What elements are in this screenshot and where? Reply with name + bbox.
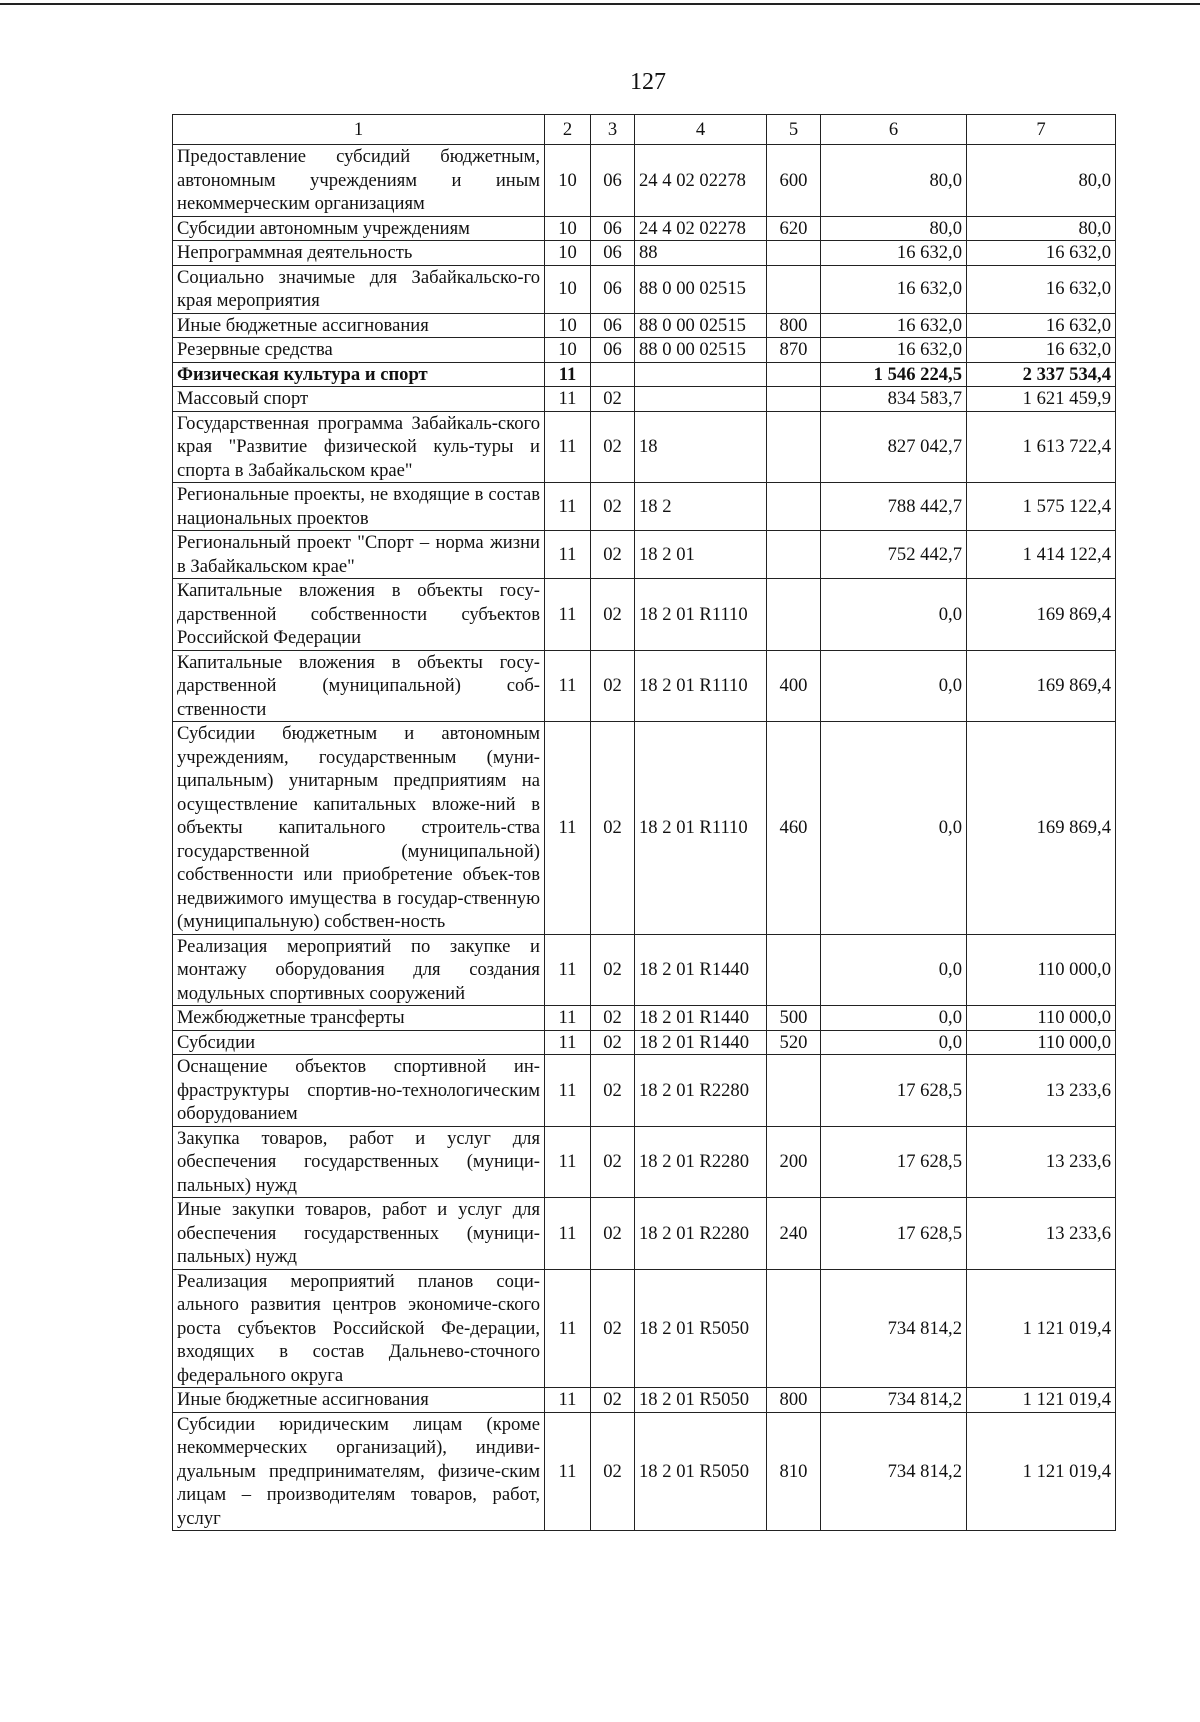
subsection-cell: 06 — [591, 216, 635, 241]
amount-year2-cell: 80,0 — [967, 145, 1116, 217]
amount-year2-cell: 2 337 534,4 — [967, 362, 1116, 387]
subsection-cell: 02 — [591, 531, 635, 579]
row-name-cell: Капитальные вложения в объекты госу-дарственной собственности субъектов Российской Федерации — [173, 579, 545, 651]
amount-year2-cell: 16 632,0 — [967, 313, 1116, 338]
row-name-cell: Реализация мероприятий по закупке и монтажу оборудования для создания модульных спортивных сооружений — [173, 934, 545, 1006]
expense-type-cell: 800 — [767, 313, 821, 338]
table-row — [173, 483, 1116, 531]
section-cell: 11 — [545, 1412, 591, 1531]
row-name-cell: Межбюджетные трансферты — [173, 1006, 545, 1031]
target-article-cell: 24 4 02 02278 — [635, 216, 767, 241]
amount-year2-cell: 1 414 122,4 — [967, 531, 1116, 579]
target-article-cell: 18 2 01 R1110 — [635, 579, 767, 651]
table-row — [173, 1412, 1116, 1531]
expense-type-cell: 500 — [767, 1006, 821, 1031]
target-article-cell: 18 — [635, 411, 767, 483]
header-cell: 4 — [635, 115, 767, 145]
target-article-cell: 88 0 00 02515 — [635, 313, 767, 338]
expense-type-cell — [767, 1055, 821, 1127]
expense-type-cell — [767, 483, 821, 531]
row-name-cell: Закупка товаров, работ и услуг для обеспечения государственных (муници-пальных) нужд — [173, 1126, 545, 1198]
expense-type-cell: 620 — [767, 216, 821, 241]
amount-year2-cell: 1 613 722,4 — [967, 411, 1116, 483]
section-cell: 11 — [545, 650, 591, 722]
table-row — [173, 265, 1116, 313]
table-row — [173, 216, 1116, 241]
header-cell: 2 — [545, 115, 591, 145]
target-article-cell: 18 2 01 R2280 — [635, 1198, 767, 1270]
row-name-cell: Физическая культура и спорт — [173, 362, 545, 387]
subsection-cell: 02 — [591, 1006, 635, 1031]
section-cell: 11 — [545, 722, 591, 935]
section-cell: 10 — [545, 338, 591, 363]
table-row — [173, 1006, 1116, 1031]
expense-type-cell — [767, 362, 821, 387]
row-name-cell: Субсидии юридическим лицам (кроме некоммерческих организаций), индиви-дуальным предпринимателям, физиче-ским лицам – производителям товаров, работ, услуг — [173, 1412, 545, 1531]
expense-type-cell — [767, 241, 821, 266]
header-cell: 1 — [173, 115, 545, 145]
subsection-cell: 02 — [591, 1030, 635, 1055]
subsection-cell: 02 — [591, 934, 635, 1006]
amount-year1-cell: 0,0 — [821, 1006, 967, 1031]
expense-type-cell — [767, 387, 821, 412]
header-cell: 7 — [967, 115, 1116, 145]
row-name-cell: Оснащение объектов спортивной ин-фраструктуры спортив-но-технологическим оборудованием — [173, 1055, 545, 1127]
subsection-cell — [591, 362, 635, 387]
amount-year2-cell: 1 121 019,4 — [967, 1412, 1116, 1531]
amount-year1-cell: 0,0 — [821, 934, 967, 1006]
section-cell: 11 — [545, 1006, 591, 1031]
target-article-cell: 88 0 00 02515 — [635, 338, 767, 363]
row-name-cell: Иные бюджетные ассигнования — [173, 1388, 545, 1413]
row-name-cell: Региональные проекты, не входящие в состав национальных проектов — [173, 483, 545, 531]
section-cell: 11 — [545, 1055, 591, 1127]
table-row — [173, 338, 1116, 363]
expense-type-cell — [767, 265, 821, 313]
top-rule — [0, 3, 1200, 5]
expense-type-cell — [767, 579, 821, 651]
row-name-cell: Региональный проект "Спорт – норма жизни в Забайкальском крае" — [173, 531, 545, 579]
section-cell: 11 — [545, 1198, 591, 1270]
table-row — [173, 722, 1116, 935]
amount-year2-cell: 1 121 019,4 — [967, 1269, 1116, 1388]
header-row — [173, 115, 1116, 145]
target-article-cell: 18 2 01 R1110 — [635, 722, 767, 935]
header-cell: 3 — [591, 115, 635, 145]
table-row — [173, 1198, 1116, 1270]
section-cell: 10 — [545, 313, 591, 338]
section-cell: 10 — [545, 241, 591, 266]
target-article-cell: 18 2 01 R1440 — [635, 1030, 767, 1055]
target-article-cell: 18 2 01 R5050 — [635, 1412, 767, 1531]
row-name-cell: Субсидии бюджетным и автономным учреждениям, государственным (муни-ципальным) унитарным предприятиям на осуществление капитальных вложе-ний в объекты капитального строитель-ства государственной (муниципальной) собственности или приобретение объек-тов недвижимого имущества в государ-ственную (муниципальную) собствен-ность — [173, 722, 545, 935]
table-body — [173, 115, 1116, 1531]
subsection-cell: 02 — [591, 411, 635, 483]
target-article-cell: 88 0 00 02515 — [635, 265, 767, 313]
subsection-cell: 02 — [591, 722, 635, 935]
row-name-cell: Субсидии автономным учреждениям — [173, 216, 545, 241]
row-name-cell: Государственная программа Забайкаль-ского края "Развитие физической куль-туры и спорта в Забайкальском крае" — [173, 411, 545, 483]
amount-year1-cell: 80,0 — [821, 145, 967, 217]
target-article-cell: 88 — [635, 241, 767, 266]
table-row — [173, 145, 1116, 217]
table-row — [173, 1126, 1116, 1198]
expense-type-cell — [767, 1269, 821, 1388]
amount-year1-cell: 0,0 — [821, 579, 967, 651]
table-row — [173, 1269, 1116, 1388]
subsection-cell: 02 — [591, 483, 635, 531]
row-name-cell: Резервные средства — [173, 338, 545, 363]
subsection-cell: 02 — [591, 650, 635, 722]
amount-year1-cell: 827 042,7 — [821, 411, 967, 483]
table-row — [173, 650, 1116, 722]
section-cell: 11 — [545, 934, 591, 1006]
row-name-cell: Предоставление субсидий бюджетным, автономным учреждениям и иным некоммерческим организациям — [173, 145, 545, 217]
row-name-cell: Капитальные вложения в объекты госу-дарственной (муниципальной) соб-ственности — [173, 650, 545, 722]
amount-year1-cell: 752 442,7 — [821, 531, 967, 579]
table-row — [173, 387, 1116, 412]
subsection-cell: 02 — [591, 1126, 635, 1198]
subsection-cell: 02 — [591, 1412, 635, 1531]
amount-year2-cell: 16 632,0 — [967, 338, 1116, 363]
expense-type-cell: 400 — [767, 650, 821, 722]
amount-year1-cell: 734 814,2 — [821, 1269, 967, 1388]
row-name-cell: Иные бюджетные ассигнования — [173, 313, 545, 338]
row-name-cell: Реализация мероприятий планов соци-ального развития центров экономиче-ского роста субъектов Российской Фе-дерации, входящих в состав Дальнево-сточного федерального округа — [173, 1269, 545, 1388]
expense-type-cell — [767, 934, 821, 1006]
section-cell: 11 — [545, 1030, 591, 1055]
section-cell: 11 — [545, 362, 591, 387]
amount-year1-cell: 0,0 — [821, 1030, 967, 1055]
expense-type-cell — [767, 411, 821, 483]
subsection-cell: 02 — [591, 1269, 635, 1388]
expense-type-cell: 870 — [767, 338, 821, 363]
section-cell: 10 — [545, 216, 591, 241]
section-cell: 10 — [545, 265, 591, 313]
expense-type-cell: 600 — [767, 145, 821, 217]
table-row — [173, 313, 1116, 338]
amount-year1-cell: 788 442,7 — [821, 483, 967, 531]
target-article-cell: 18 2 01 R1110 — [635, 650, 767, 722]
subsection-cell: 02 — [591, 1055, 635, 1127]
header-cell: 5 — [767, 115, 821, 145]
table-row — [173, 934, 1116, 1006]
amount-year1-cell: 16 632,0 — [821, 241, 967, 266]
expense-type-cell: 460 — [767, 722, 821, 935]
subsection-cell: 06 — [591, 313, 635, 338]
amount-year1-cell: 734 814,2 — [821, 1412, 967, 1531]
table-row — [173, 1030, 1116, 1055]
amount-year2-cell: 1 575 122,4 — [967, 483, 1116, 531]
amount-year2-cell: 110 000,0 — [967, 1030, 1116, 1055]
target-article-cell — [635, 387, 767, 412]
amount-year2-cell: 110 000,0 — [967, 934, 1116, 1006]
amount-year1-cell: 734 814,2 — [821, 1388, 967, 1413]
subsection-cell: 06 — [591, 338, 635, 363]
table-row — [173, 362, 1116, 387]
table-row — [173, 1388, 1116, 1413]
amount-year1-cell: 0,0 — [821, 650, 967, 722]
amount-year2-cell: 169 869,4 — [967, 722, 1116, 935]
amount-year1-cell: 17 628,5 — [821, 1055, 967, 1127]
amount-year2-cell: 110 000,0 — [967, 1006, 1116, 1031]
target-article-cell: 18 2 01 R2280 — [635, 1126, 767, 1198]
row-name-cell: Социально значимые для Забайкальско-го края мероприятия — [173, 265, 545, 313]
section-cell: 11 — [545, 483, 591, 531]
subsection-cell: 02 — [591, 1198, 635, 1270]
subsection-cell: 02 — [591, 579, 635, 651]
amount-year1-cell: 0,0 — [821, 722, 967, 935]
amount-year1-cell: 80,0 — [821, 216, 967, 241]
amount-year1-cell: 16 632,0 — [821, 313, 967, 338]
row-name-cell: Непрограммная деятельность — [173, 241, 545, 266]
table-row — [173, 579, 1116, 651]
target-article-cell: 18 2 01 R1440 — [635, 934, 767, 1006]
amount-year2-cell: 13 233,6 — [967, 1198, 1116, 1270]
expense-type-cell: 800 — [767, 1388, 821, 1413]
section-cell: 10 — [545, 145, 591, 217]
target-article-cell: 18 2 01 R1440 — [635, 1006, 767, 1031]
table-row — [173, 241, 1116, 266]
budget-table — [172, 114, 1116, 1531]
table-row — [173, 1055, 1116, 1127]
amount-year1-cell: 16 632,0 — [821, 265, 967, 313]
section-cell: 11 — [545, 387, 591, 412]
target-article-cell: 24 4 02 02278 — [635, 145, 767, 217]
expense-type-cell: 520 — [767, 1030, 821, 1055]
expense-type-cell: 240 — [767, 1198, 821, 1270]
expense-type-cell — [767, 531, 821, 579]
page-number: 127 — [630, 69, 666, 95]
subsection-cell: 02 — [591, 1388, 635, 1413]
table-row — [173, 531, 1116, 579]
subsection-cell: 06 — [591, 145, 635, 217]
amount-year2-cell: 16 632,0 — [967, 241, 1116, 266]
section-cell: 11 — [545, 1126, 591, 1198]
amount-year2-cell: 13 233,6 — [967, 1126, 1116, 1198]
amount-year2-cell: 80,0 — [967, 216, 1116, 241]
header-cell: 6 — [821, 115, 967, 145]
amount-year1-cell: 834 583,7 — [821, 387, 967, 412]
row-name-cell: Субсидии — [173, 1030, 545, 1055]
target-article-cell: 18 2 01 — [635, 531, 767, 579]
target-article-cell: 18 2 01 R5050 — [635, 1269, 767, 1388]
amount-year1-cell: 17 628,5 — [821, 1198, 967, 1270]
section-cell: 11 — [545, 531, 591, 579]
amount-year2-cell: 1 121 019,4 — [967, 1388, 1116, 1413]
amount-year2-cell: 169 869,4 — [967, 650, 1116, 722]
amount-year2-cell: 169 869,4 — [967, 579, 1116, 651]
expense-type-cell: 810 — [767, 1412, 821, 1531]
row-name-cell: Массовый спорт — [173, 387, 545, 412]
amount-year2-cell: 1 621 459,9 — [967, 387, 1116, 412]
subsection-cell: 06 — [591, 241, 635, 266]
amount-year1-cell: 1 546 224,5 — [821, 362, 967, 387]
table-row — [173, 411, 1116, 483]
section-cell: 11 — [545, 1388, 591, 1413]
row-name-cell: Иные закупки товаров, работ и услуг для обеспечения государственных (муници-пальных) нужд — [173, 1198, 545, 1270]
expense-type-cell: 200 — [767, 1126, 821, 1198]
amount-year1-cell: 16 632,0 — [821, 338, 967, 363]
section-cell: 11 — [545, 1269, 591, 1388]
section-cell: 11 — [545, 411, 591, 483]
amount-year2-cell: 16 632,0 — [967, 265, 1116, 313]
target-article-cell: 18 2 01 R5050 — [635, 1388, 767, 1413]
subsection-cell: 06 — [591, 265, 635, 313]
section-cell: 11 — [545, 579, 591, 651]
amount-year2-cell: 13 233,6 — [967, 1055, 1116, 1127]
amount-year1-cell: 17 628,5 — [821, 1126, 967, 1198]
target-article-cell: 18 2 01 R2280 — [635, 1055, 767, 1127]
subsection-cell: 02 — [591, 387, 635, 412]
target-article-cell — [635, 362, 767, 387]
target-article-cell: 18 2 — [635, 483, 767, 531]
